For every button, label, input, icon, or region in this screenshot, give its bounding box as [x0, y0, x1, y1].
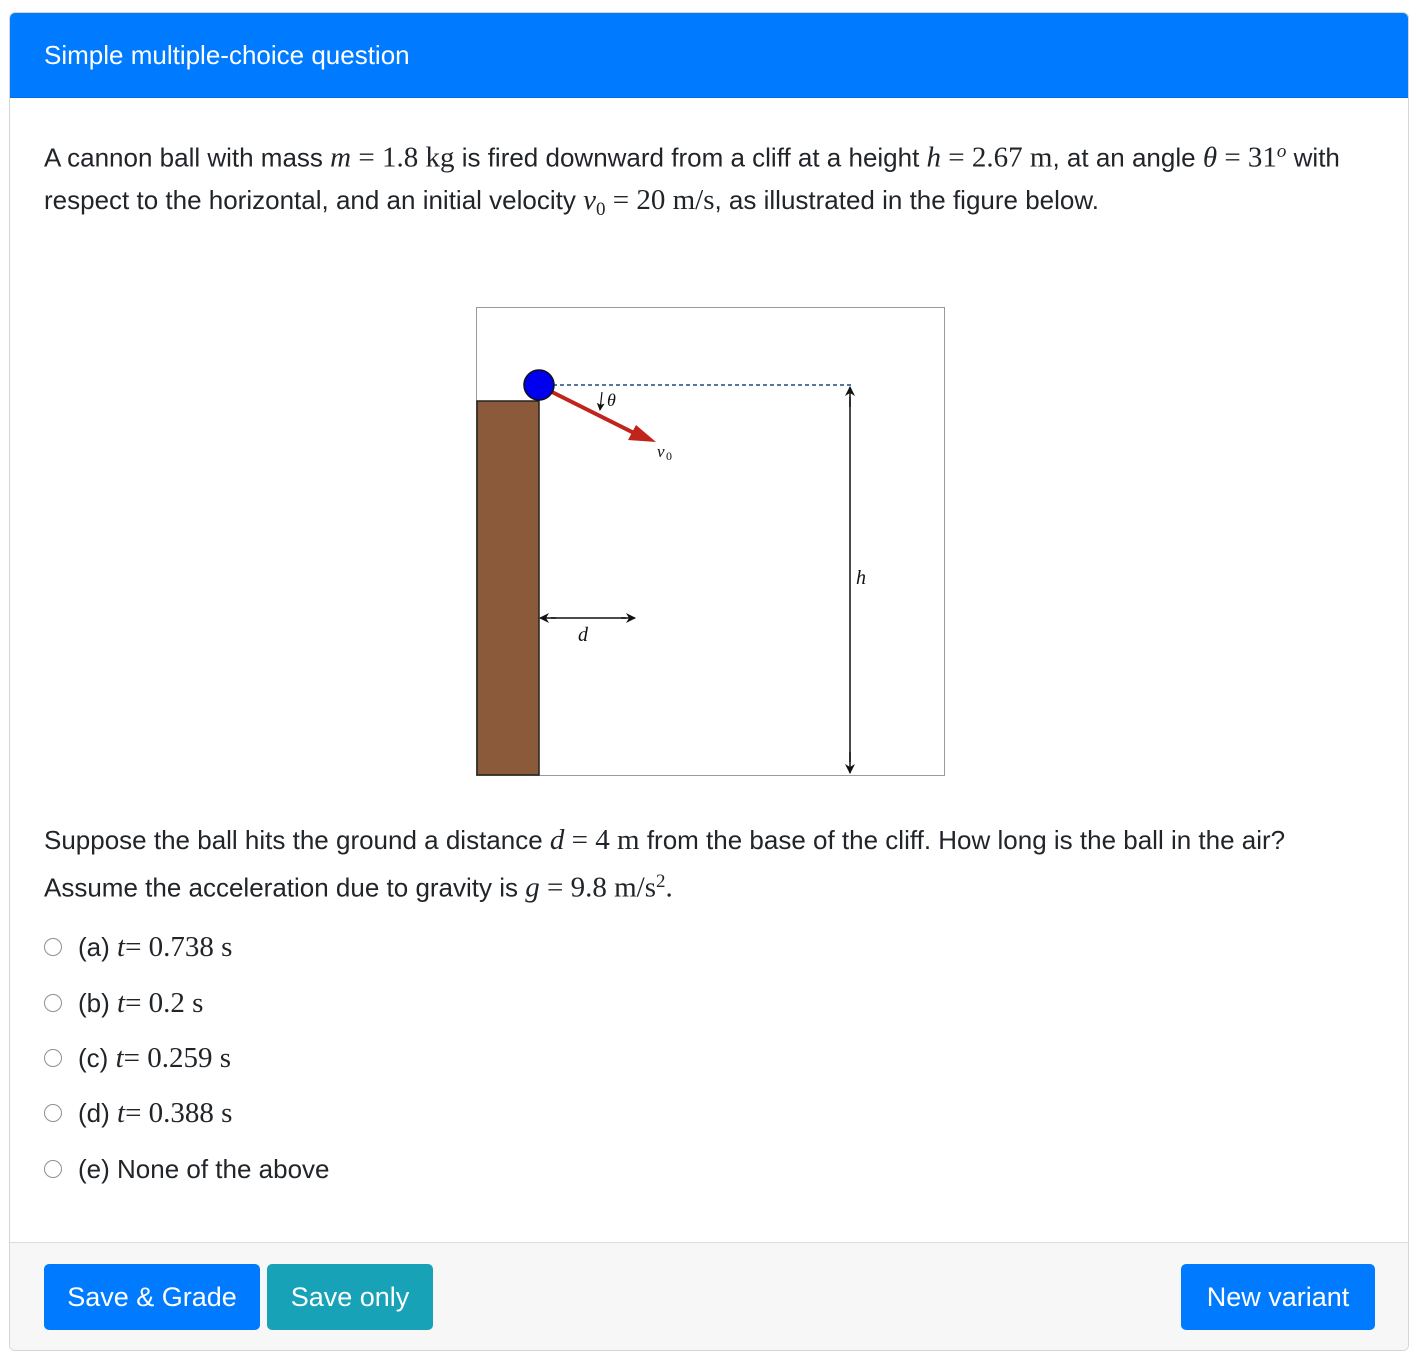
option-a-variable: t: [117, 930, 126, 963]
question-title: Simple multiple-choice question: [44, 39, 410, 70]
option-e-text: None of the above: [117, 1153, 330, 1184]
cliff: [477, 401, 539, 775]
intro-text-4: with respect to the horizontal, and an initial velocity: [44, 142, 1340, 215]
card-footer: [10, 1242, 1408, 1351]
option-c-label: (c): [78, 1042, 109, 1073]
cannon-ball: [524, 370, 554, 400]
option-a-value: = 0.738 s: [125, 930, 233, 963]
mass-value: = 1.8 kg: [351, 141, 455, 174]
gravity-variable: g: [525, 871, 540, 904]
gravity-exponent: 2: [656, 871, 666, 892]
question-prompt-text: [44, 819, 1374, 909]
intro-text-5: , as illustrated in the figure below.: [714, 184, 1099, 215]
intro-text-3: , at an angle: [1052, 142, 1203, 173]
height-value: = 2.67 m: [941, 141, 1053, 174]
option-d-radio[interactable]: [44, 1104, 62, 1122]
save-grade-button[interactable]: Save & Grade: [44, 1264, 260, 1330]
option-d-label: (d): [78, 1097, 110, 1128]
velocity-value: = 20 m/s: [605, 183, 715, 216]
prompt-period: .: [665, 871, 673, 904]
card-header: [10, 13, 1408, 98]
theta-label: θ: [607, 390, 616, 410]
velocity-subscript: 0: [595, 198, 606, 220]
option-b-value: = 0.2 s: [125, 986, 204, 1019]
v0-label: v: [657, 442, 665, 461]
cliff-figure: [476, 307, 946, 777]
save-only-button[interactable]: Save only: [267, 1264, 433, 1330]
option-a-label: (a): [78, 931, 110, 962]
angle-degree-symbol: o: [1276, 141, 1287, 162]
intro-text-2: is fired downward from a cliff at a height: [454, 142, 927, 173]
option-b[interactable]: [44, 985, 203, 1021]
option-b-label: (b): [78, 987, 110, 1018]
option-b-radio[interactable]: [44, 994, 62, 1012]
distance-variable: d: [549, 824, 565, 856]
option-c-value: = 0.259 s: [123, 1041, 232, 1074]
gravity-value: = 9.8 m/s: [539, 871, 657, 904]
projectile-diagram: [476, 307, 946, 777]
option-e-radio[interactable]: [44, 1160, 62, 1178]
intro-text-1: A cannon ball with mass: [44, 142, 331, 173]
mass-variable: m: [330, 141, 352, 174]
prompt-text-2: from the base of the cliff. How long is the ball in the air? Assume the acceleration due to gravity is: [44, 825, 1286, 903]
new-variant-button[interactable]: New variant: [1181, 1264, 1375, 1330]
question-intro-text: [44, 131, 1374, 231]
d-label: d: [578, 624, 588, 646]
angle-value: = 31: [1217, 141, 1277, 174]
angle-variable: θ: [1202, 141, 1218, 174]
v0-subscript: 0: [666, 449, 672, 463]
question-card: [9, 12, 1409, 1351]
prompt-text-1: Suppose the ball hits the ground a distance: [44, 825, 550, 855]
option-e-label: (e): [78, 1153, 110, 1184]
option-c-variable: t: [115, 1041, 124, 1074]
option-c[interactable]: [44, 1040, 231, 1076]
h-label: h: [856, 567, 866, 589]
option-b-variable: t: [117, 986, 126, 1019]
option-e[interactable]: [44, 1151, 330, 1187]
option-d-value: = 0.388 s: [125, 1096, 233, 1129]
option-a[interactable]: [44, 929, 232, 965]
distance-value: = 4 m: [564, 824, 640, 856]
option-c-radio[interactable]: [44, 1049, 62, 1067]
question-body: [10, 97, 1408, 1242]
option-d[interactable]: [44, 1095, 232, 1131]
velocity-variable: v: [583, 183, 596, 216]
option-d-variable: t: [117, 1096, 126, 1129]
height-variable: h: [926, 141, 942, 174]
option-a-radio[interactable]: [44, 938, 62, 956]
